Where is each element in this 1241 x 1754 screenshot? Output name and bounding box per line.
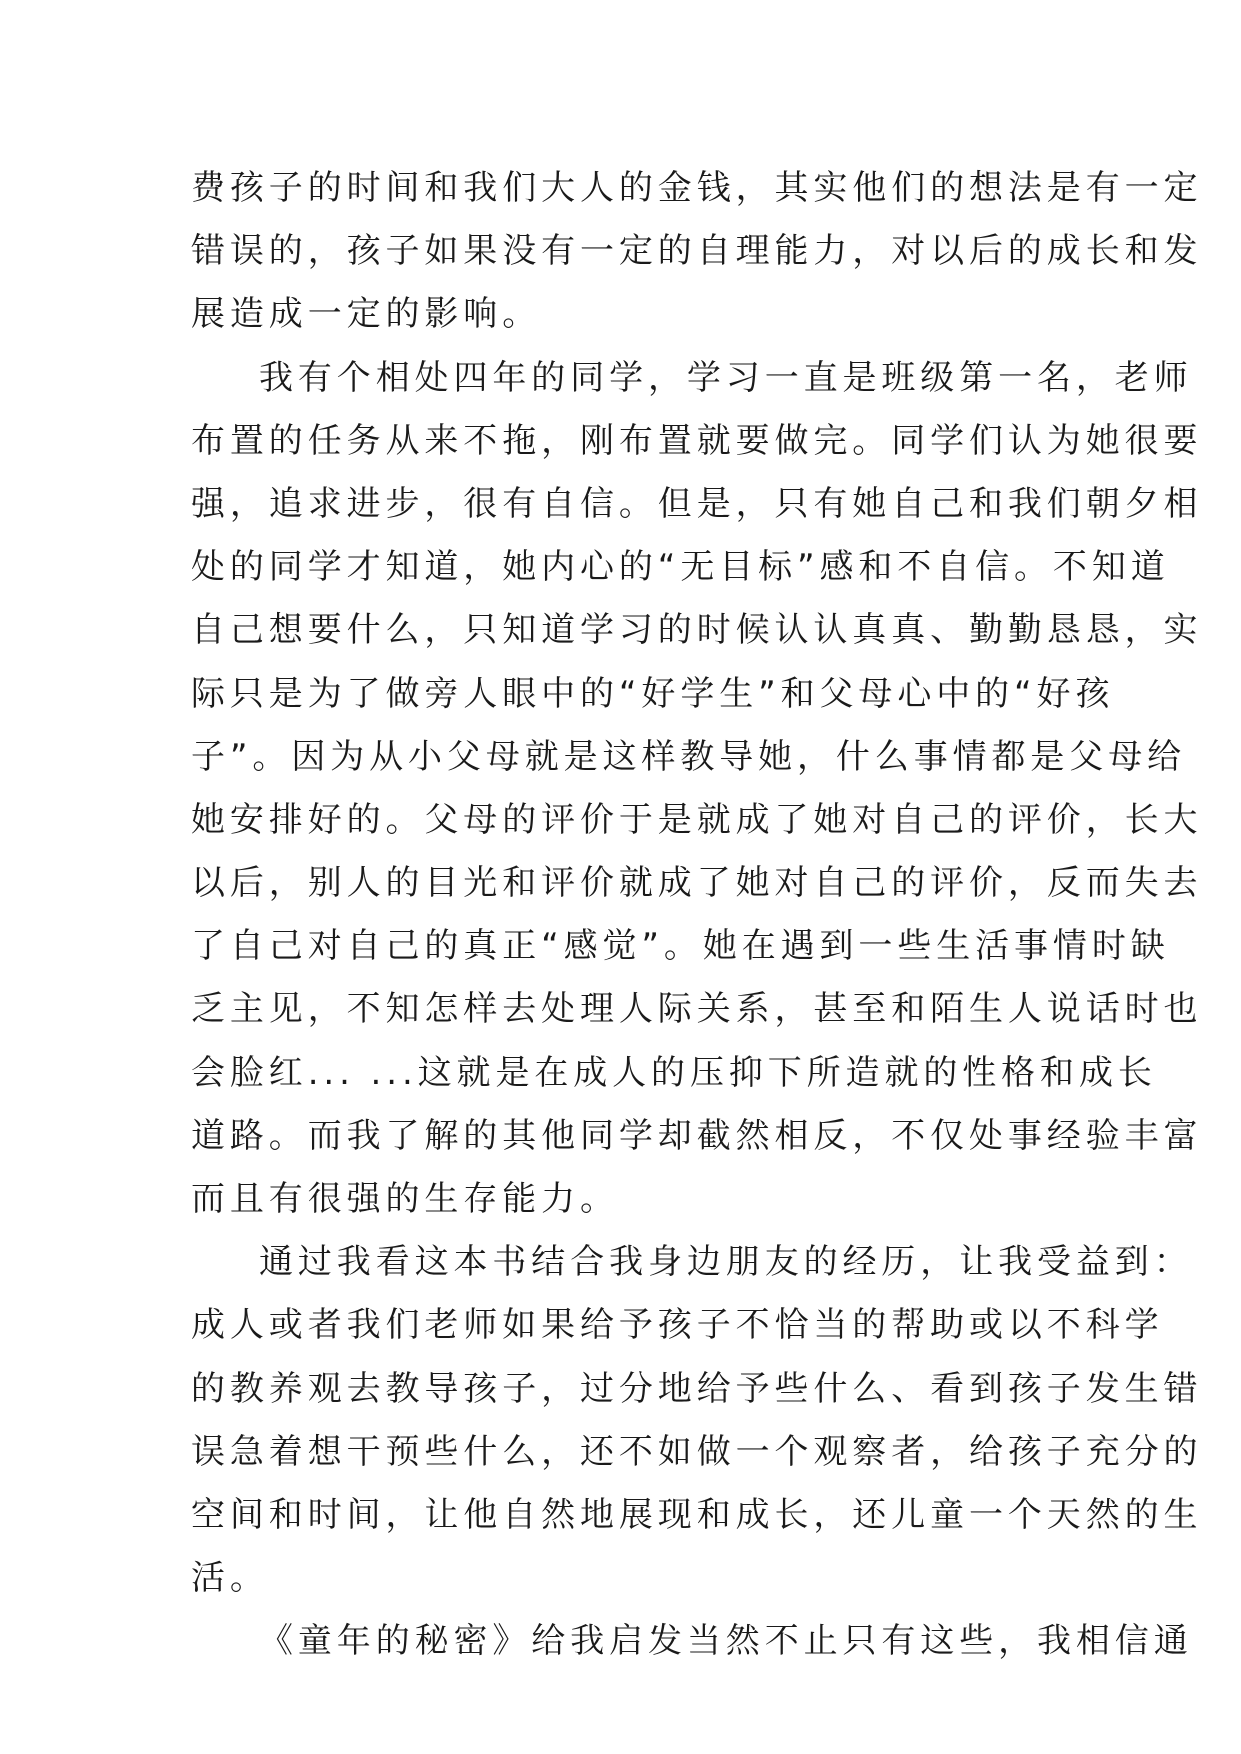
text-line: 强，追求进步，很有自信。但是，只有她自己和我们朝夕相	[191, 483, 1203, 524]
text-line: 布置的任务从来不拖，刚布置就要做完。同学们认为她很要	[191, 420, 1203, 461]
text-line: 了自己对自己的真正“感觉”。她在遇到一些生活事情时缺	[191, 926, 1170, 967]
text-line: 错误的，孩子如果没有一定的自理能力，对以后的成长和发	[191, 231, 1203, 272]
text-line: 她安排好的。父母的评价于是就成了她对自己的评价，长大	[191, 799, 1203, 840]
text-line: 道路。而我了解的其他同学却截然相反，不仅处事经验丰富	[191, 1115, 1203, 1156]
text-line: 的教养观去教导孩子，过分地给予些什么、看到孩子发生错	[191, 1368, 1203, 1409]
text-line: 活。	[191, 1558, 269, 1599]
text-line: 展造成一定的影响。	[191, 294, 542, 335]
text-line: 处的同学才知道，她内心的“无目标”感和不自信。不知道	[191, 547, 1170, 588]
text-line: 自己想要什么，只知道学习的时候认认真真、勤勤恳恳，实	[191, 610, 1203, 651]
text-line: 成人或者我们老师如果给予孩子不恰当的帮助或以不科学	[191, 1305, 1164, 1346]
text-line: 空间和时间，让他自然地展现和成长，还儿童一个天然的生	[191, 1494, 1203, 1535]
text-line: 以后，别人的目光和评价就成了她对自己的评价，反而失去	[191, 863, 1203, 904]
text-line: 而且有很强的生存能力。	[191, 1179, 619, 1219]
text-line: 子”。因为从小父母就是这样教导她，什么事情都是父母给	[191, 736, 1187, 777]
text-line: 乏主见，不知怎样去处理人际关系，甚至和陌生人说话时也	[191, 989, 1203, 1030]
paragraph-first-line: 我有个相处四年的同学，学习一直是班级第一名，老师	[259, 357, 1193, 398]
document-body	[191, 157, 1203, 1674]
text-line: 误急着想干预些什么，还不如做一个观察者，给孩子充分的	[191, 1431, 1203, 1472]
text-line: 会脸红... ...这就是在成人的压抑下所造就的性格和成长	[191, 1052, 1157, 1093]
text-line: 际只是为了做旁人眼中的“好学生”和父母心中的“好孩	[191, 673, 1115, 714]
paragraph-first-line: 通过我看这本书结合我身边朋友的经历，让我受益到：	[259, 1242, 1193, 1283]
text-line: 费孩子的时间和我们大人的金钱，其实他们的想法是有一定	[191, 168, 1203, 208]
paragraph-first-line: 《童年的秘密》给我启发当然不止只有这些，我相信通	[259, 1621, 1193, 1662]
